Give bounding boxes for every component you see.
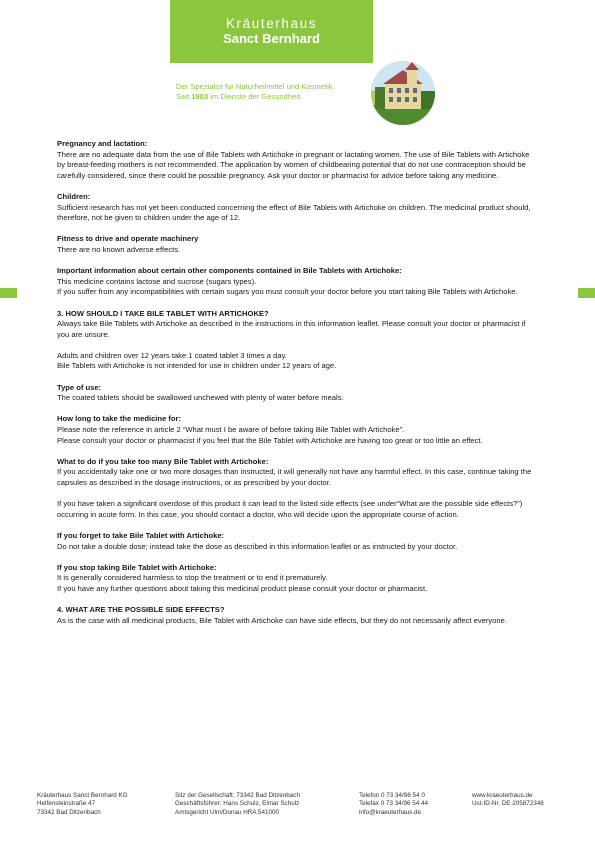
leaflet-section	[57, 563, 537, 595]
section-paragraph: Sufficient research has not yet been conducted concerning the effect of Bile Tablets with Artichoke on children. The medicinal product should, therefore, not be given to children under the age of 12.	[57, 202, 531, 223]
section-heading: 4. WHAT ARE THE POSSIBLE SIDE EFFECTS?	[57, 605, 225, 615]
leaflet-section	[57, 234, 537, 255]
leaflet-section	[57, 531, 537, 552]
tagline-year: 1903	[191, 92, 209, 101]
section-heading: Type of use:	[57, 382, 102, 392]
brand-name-line2: Sanct Bernhard	[223, 31, 320, 46]
brand-name-line1: Kräuterhaus	[225, 16, 318, 31]
leaflet-section	[57, 139, 537, 181]
section-paragraph: Always take Bile Tablets with Artichoke as described in the instructions in this information leaflet. Please consult your doctor or pharmacist if you are unsure.	[57, 319, 526, 339]
brand-tagline	[176, 82, 335, 102]
building-photo	[371, 61, 435, 125]
section-heading: If you forget to take Bile Tablet with Artichoke:	[57, 530, 225, 540]
section-paragraph: If you have taken a significant overdose of this product it can lead to the listed side effects (see under“What are the possible side effects?”) occurring in acute form. In this case, you should contact a doctor, who will decide upon the appropriate course of action.	[57, 499, 523, 519]
footer-website[interactable]: www.kraeuterhaus.de	[472, 792, 533, 799]
section-paragraph: If you have any further questions about taking this medicinal product please consult your doctor or pharmacist.	[57, 583, 428, 593]
section-paragraph: There are no adequate data from the use of Bile Tablets with Artichoke in pregnant or lactating women. The use of Bile Tablets with Artichoke by breast-feeding mothers is not recommended. The application by women of childbearing potential that do not use contraception should be carefully considered, since there could be possible pregnancy. Ask your doctor or pharmacist for advice before taking any medicine.	[57, 149, 530, 180]
section-paragraph: Please consult your doctor or pharmacist if you feel that the Bile Tablet with Artichoke are having too great or too little an effect.	[57, 435, 483, 445]
section-paragraph: Do not take a double dose; instead take the dose as described in this information leaflet or as instructed by your doctor.	[57, 541, 458, 551]
section-heading: Children:	[57, 191, 91, 201]
leaflet-body	[57, 139, 537, 637]
section-paragraph: There are no known adverse effects.	[57, 244, 181, 254]
section-paragraph: It is generally considered harmless to stop the treatment or to end it prematurely.	[57, 573, 328, 583]
section-paragraph: Please note the reference in article 2 “What must I be aware of before taking Bile Tablet with Artichoke”.	[57, 425, 405, 435]
tagline-line2: Seit 1903 im Dienste der Gesundheit.	[176, 92, 303, 101]
brand-logo	[170, 0, 373, 63]
section-paragraph: This medicine contains lactose and sucrose (sugars types).	[57, 276, 257, 286]
leaflet-section	[57, 414, 537, 446]
section-heading: Fitness to drive and operate machinery	[57, 234, 199, 244]
leaflet-section	[57, 499, 537, 520]
footer-company: Kräuterhaus Sanct Bernhard KG Helfensteinstraße 47 73342 Bad Ditzenbach	[37, 792, 128, 816]
footer-contact: Telefon 0 73 34/96 54 0 Telefax 0 73 34/96 54 44 info@kraeuterhaus.de	[359, 792, 428, 816]
section-paragraph: Adults and children over 12 years take 1 coated tablet 3 times a day.	[57, 350, 287, 360]
footer-email[interactable]: info@kraeuterhaus.de	[359, 808, 422, 816]
section-paragraph: If you accidentally take one or two more dosages than instructed, it will generally not have any harmful effect. In this case, continue taking the capsules as described in the dosage instructions, or as prescribed by your doctor.	[57, 467, 532, 487]
leaflet-section	[57, 383, 537, 404]
leaflet-section	[57, 605, 537, 626]
section-heading: Important information about certain other components contained in Bile Tablets with Artichoke:	[57, 266, 402, 276]
section-paragraph: Bile Tablets with Artichoke is not intended for use in children under 12 years of age.	[57, 361, 337, 371]
tagline-line1: Der Spezialist für Naturheilmittel und Kosmetik.	[176, 82, 335, 91]
footer-web: www.kraeuterhaus.de Ust-ID-Nr. DE 205872348	[472, 792, 544, 808]
section-paragraph: As is the case with all medicinal products, Bile Tablet with Artichoke can have side effects, but they do not necessarily affect everyone.	[57, 615, 507, 625]
leaflet-section	[57, 309, 537, 341]
leaflet-section	[57, 351, 537, 372]
section-heading: How long to take the medicine for:	[57, 414, 182, 424]
section-heading: Pregnancy and lactation:	[57, 139, 148, 148]
section-heading: If you stop taking Bile Tablet with Artichoke:	[57, 562, 217, 572]
page-mark-right	[578, 288, 595, 298]
page-mark-left	[0, 288, 17, 298]
leaflet-section	[57, 457, 537, 489]
section-paragraph: The coated tablets should be swallowed unchewed with plenty of water before meals.	[57, 393, 344, 403]
footer-registration: Sitz der Gesellschaft: 73342 Bad Ditzenbach Geschäftsführer: Hans Schulz, Elmar Schulz Amtsgericht Ulm/Donau HRA 541000	[175, 792, 300, 816]
section-heading: What to do if you take too many Bile Tablet with Artichoke:	[57, 456, 269, 466]
leaflet-section	[57, 192, 537, 224]
section-heading: 3. HOW SHOULD I TAKE BILE TABLET WITH ARTICHOKE?	[57, 308, 269, 318]
leaflet-section	[57, 266, 537, 298]
section-paragraph: If you suffer from any incompatibilities with certain sugars you must consult your doctor before you start taking Bile Tablets with Artichoke.	[57, 287, 518, 297]
